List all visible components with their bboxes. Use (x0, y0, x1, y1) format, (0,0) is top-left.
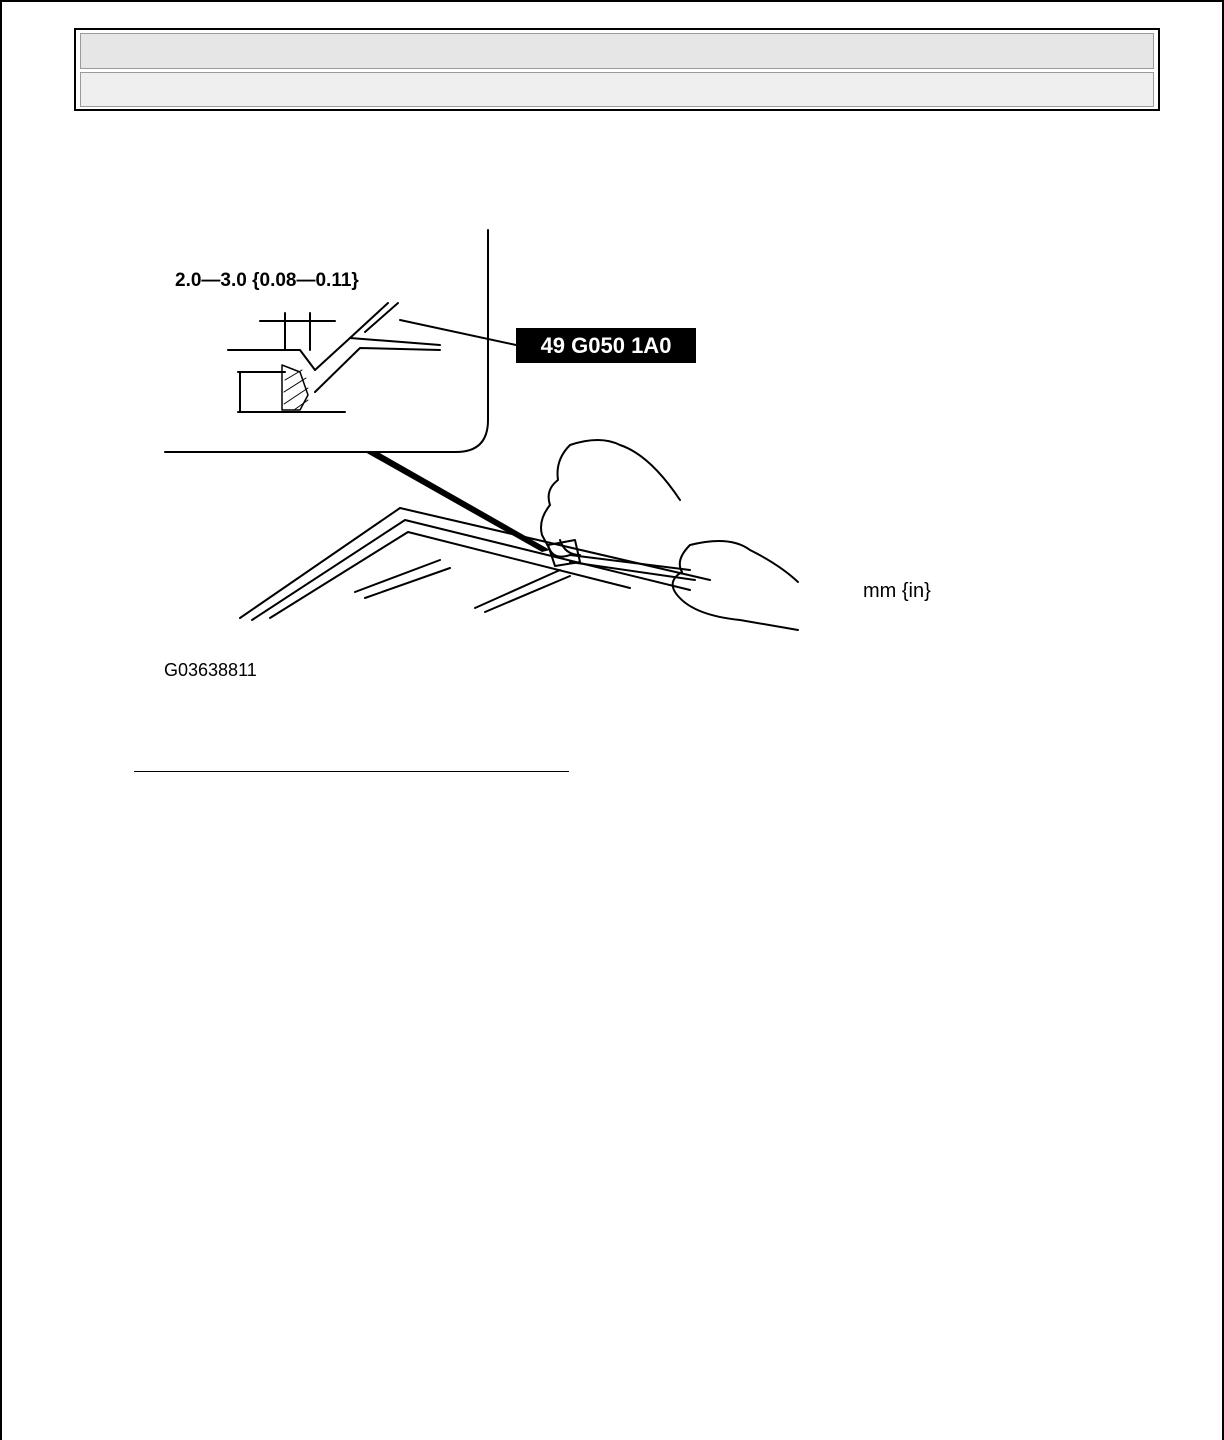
leader-line (400, 320, 516, 345)
header-box (74, 28, 1160, 111)
header-row-top (80, 33, 1154, 69)
upper-hand (541, 440, 680, 557)
tool-number-badge: 49 G050 1A0 (516, 328, 696, 363)
unit-label: mm {in} (863, 580, 931, 602)
lower-hand (673, 541, 798, 630)
section-separator (134, 771, 569, 772)
dimension-label: 2.0—3.0 {0.08—0.11} (175, 270, 359, 291)
header-row-bottom (80, 72, 1154, 107)
zoom-wedge (365, 452, 550, 552)
installation-illustration (150, 220, 970, 690)
figure-code: G03638811 (164, 660, 257, 680)
inset-box-outline (165, 230, 488, 452)
